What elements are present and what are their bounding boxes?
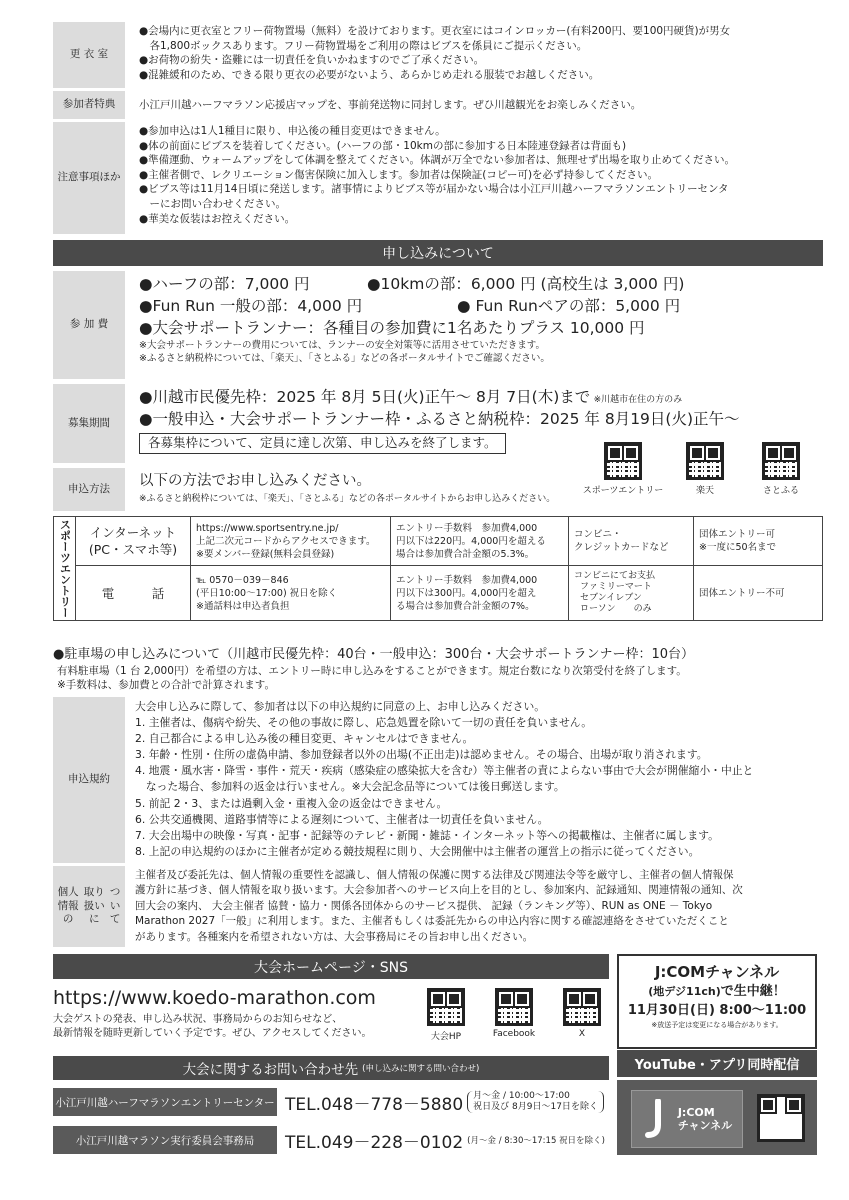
privacy-body <box>125 866 823 947</box>
qr-code-icon <box>495 988 533 1026</box>
fee-note: ※ふるさと納税枠については、「楽天」、「さとふる」などの各ポータルサイトでご確認ください。 <box>139 353 550 364</box>
contact-header-note: (申し込みに関する問い合わせ) <box>362 1064 480 1074</box>
cell-text: ※要メンバー登録(無料会員登録) <box>196 548 335 560</box>
sns-qr-group <box>424 988 604 1042</box>
privacy-label <box>53 866 125 947</box>
period-label: 募集期間 <box>53 384 125 463</box>
method-body <box>125 468 583 511</box>
contact-row <box>53 1126 605 1154</box>
locker-line: ●会場内に更衣室とフリー荷物置場（無料）を設けております。更衣室にはコインロッカー(有料200円、要100円硬貨)が男女 <box>139 25 731 37</box>
rules-line: 3. 年齢・性別・住所の虚偽申請、参加登録者以外の出場(不正出走)は認めません。その場合、出場が取り消されます。 <box>135 748 708 762</box>
rules-line: 5. 前記 2・3、または過剰入金・重複入金の返金はできません。 <box>135 796 448 810</box>
cell-text: ※通話料は申込者負担 <box>196 600 290 612</box>
phone-group: 団体エントリー不可 <box>694 566 823 621</box>
privacy-label-2: 取り扱いに <box>83 886 105 926</box>
contact-header <box>53 1056 609 1080</box>
jcom-logo <box>631 1090 743 1148</box>
method-label: 申込方法 <box>53 468 125 511</box>
contact-hours-line: 祝日及び 8月9日～17日を除く <box>473 1102 598 1112</box>
privacy-line: 主催者及び委託先は、個人情報の重要性を認識し、個人情報の保護に関する法律及び関連法令等を厳守し、主催者の個人情報保 <box>135 869 734 881</box>
contact-name: 小江戸川越ハーフマラソンエントリーセンター <box>53 1088 277 1116</box>
sportsentry-table-wrap <box>53 516 823 621</box>
cell-text: コンビニにてお支払 <box>574 571 656 582</box>
entry-qr-group <box>582 442 803 496</box>
privacy-label-3: ついて <box>109 886 121 926</box>
parking-line: ※手数料は、参加費との合計で計算されます。 <box>57 679 275 691</box>
fee-label: 参 加 費 <box>53 271 125 379</box>
privacy-label-1: 個人情報の <box>57 886 79 926</box>
table-row <box>54 566 823 621</box>
cell-text: エントリー手数料 参加費4,000 <box>396 522 538 534</box>
contact-hours-line: 月～金 / 8:30～17:15 祝日を除く <box>470 1136 602 1146</box>
rules-line: 7. 大会出場中の映像・写真・記事・記録等のテレビ・新聞・雑誌・インターネット等への掲載権は、主催者に属します。 <box>135 828 719 842</box>
contact-name: 小江戸川越マラソン実行委員会事務局 <box>53 1126 277 1154</box>
rules-line: 1. 主催者は、傷病や紛失、その他の事故に際し、応急処置を除いて一切の責任を負いません。 <box>135 716 593 730</box>
sns-desc: 大会ゲストの発表、申し込み状況、事務局からのお知らせなど、 <box>53 1014 343 1025</box>
notes-line: ●華美な仮装はお控えください。 <box>139 212 296 225</box>
jcom-note: ※放送予定は変更になる場合があります。 <box>651 1021 783 1029</box>
qr-sportsentry[interactable] <box>582 442 664 496</box>
table-row <box>54 517 823 566</box>
cell-text: 上記二次元コードからアクセスできます。 <box>196 535 376 547</box>
cell-text: クレジットカードなど <box>574 542 669 554</box>
notes-label-2: ほか <box>99 171 121 184</box>
notes-line: ーにお問い合わせください。 <box>139 197 286 210</box>
internet-group <box>694 517 823 566</box>
privacy-line: 護方針に基づき、個人情報を取り扱います。大会参加者へのサービス向上を目的とし、参加案内、記録通知、関連情報の通知、次 <box>135 884 743 897</box>
rules-body <box>125 697 823 863</box>
cell-text: セブンイレブン <box>580 593 642 604</box>
fee-section <box>53 271 823 379</box>
qr-caption: さとふる <box>762 486 799 496</box>
fee-10k: ●10kmの部：6,000 円 (高校生は 3,000 円) <box>367 275 685 293</box>
locker-section <box>53 22 823 88</box>
sns-header: 大会ホームページ・SNS <box>53 954 609 979</box>
notes-line: ●ビブス等は11月14日頃に発送します。諸事情によりビブス等が届かない場合は小江戸川越ハーフマラソンエントリーセンタ <box>139 183 729 196</box>
sportsentry-side-label: スポーツエントリー <box>54 517 76 621</box>
locker-label: 更 衣 室 <box>53 22 125 88</box>
phone-number[interactable]: ℡ 0570－039－846 <box>196 574 289 586</box>
rules-section <box>53 697 823 863</box>
notes-label <box>53 122 125 234</box>
phone-detail <box>191 566 391 621</box>
notes-label-1: 注意事項 <box>57 171 100 184</box>
contact-tel[interactable]: TEL.048－778－5880 <box>285 1094 464 1115</box>
site-url[interactable]: https://www.koedo-marathon.com <box>53 987 376 1009</box>
rules-line: 大会申し込みに際して、参加者は以下の申込規約に同意の上、お申し込みください。 <box>135 700 546 713</box>
notes-line: ●体の前面にビブスを装着してください。(ハーフの部・10kmの部に参加する日本陸連登録者は背面も) <box>139 139 627 152</box>
contact-hours <box>467 1091 604 1113</box>
method-main: 以下の方法でお申し込みください。 <box>139 473 371 489</box>
parking-section <box>53 646 828 692</box>
qr-caption: 大会HP <box>430 1032 462 1042</box>
period-notice-box: 各募集枠について、定員に達し次第、申し込みを終了します。 <box>139 433 506 454</box>
perks-label: 参加者特典 <box>53 91 125 119</box>
cell-text: (PC・スマホ等) <box>88 542 178 558</box>
cell-text: エントリー手数料 参加費4,000 <box>396 574 538 586</box>
perks-section <box>53 91 823 119</box>
qr-code-icon <box>563 988 601 1026</box>
jcom-sub: で生中継！ <box>720 984 786 999</box>
notes-section <box>53 122 823 234</box>
fee-support: ●大会サポートランナー：各種目の参加費に1名あたりプラス 10,000 円 <box>139 319 645 337</box>
phone-payment <box>569 566 694 621</box>
notes-line: ●主催者側で、レクリエーション傷害保険に加入します。参加者は保険証(コピー可)を必ず持参してください。 <box>139 168 659 181</box>
cell-text: ファミリーマート <box>580 582 652 593</box>
fee-funrun: ●Fun Run 一般の部：4,000 円 <box>139 297 363 315</box>
rules-line: 8. 上記の申込規約のほかに主催者が定める競技規程に則り、大会開催中は主催者の運営上の指示に従ってください。 <box>135 844 700 858</box>
method-section <box>53 468 583 511</box>
perks-text: 小江戸川越ハーフマラソン応援店マップを、事前発送物に同封します。ぜひ川越観光をお楽しみください。 <box>139 98 642 111</box>
jcom-sub: (地デジ11ch) <box>648 985 721 998</box>
privacy-line: があります。各種案内を希望されない方は、大会事務局にその旨お申し出ください。 <box>135 930 534 943</box>
locker-line: ●お荷物の紛失・盗難には一切責任を負いかねますのでご了承ください。 <box>139 54 485 67</box>
qr-facebook[interactable] <box>492 988 536 1042</box>
contact-hours-line: 月～金 / 10:00～17:00 <box>473 1091 570 1101</box>
jcom-promo <box>617 1080 817 1155</box>
cell-text: ※一度に50名まで <box>699 542 777 554</box>
jcom-logo-text: チャンネル <box>677 1119 733 1132</box>
jcom-date: 11月30日(日) 8:00～11:00 <box>627 1003 807 1018</box>
cell-text: インターネット <box>89 525 177 541</box>
cell-text: る場合は参加費合計金額の7%。 <box>396 600 535 612</box>
locker-line: 各1,800ボックスあります。フリー荷物置場をご利用の際はビブスを係員にご提示ください。 <box>139 39 588 52</box>
internet-payment <box>569 517 694 566</box>
contact-header-title: 大会に関するお問い合わせ先 <box>182 1062 359 1078</box>
sns-body <box>53 985 418 1041</box>
rules-line: なった場合、参加料の返金は行いません。※大会記念品等については後日郵送します。 <box>135 780 565 794</box>
privacy-line: 回大会の案内、 大会主催者 協賛・協力・関係各団体からのサービス提供、 記録（ランキング等）、RUN as ONE － Tokyo <box>135 899 713 912</box>
cell-text: コンビニ・ <box>574 529 622 541</box>
sportsentry-table <box>53 516 823 621</box>
qr-rakuten[interactable] <box>683 442 727 496</box>
period-line-2: ●一般申込・大会サポートランナー枠・ふるさと納税枠：2025 年 8月19日(火)正午～ <box>139 410 740 428</box>
fee-pair: ● Fun Runペアの部：5,000 円 <box>457 297 681 315</box>
qr-caption: Facebook <box>492 1029 536 1039</box>
period-line-1: ●川越市民優先枠：2025 年 8月 5日(火)正午～ 8月 7日(木)まで <box>139 388 591 406</box>
youtube-banner: YouTube・アプリ同時配信 <box>617 1050 817 1077</box>
notes-body <box>125 122 823 234</box>
fee-half: ●ハーフの部：7,000 円 <box>139 275 310 293</box>
rules-line: 6. 公共交通機関、道路事情等による遅刻について、主催者は一切責任を負いません。 <box>135 812 549 826</box>
contact-hours: (月～金 / 8:30～17:15 祝日を除く) <box>467 1136 605 1146</box>
qr-caption: X <box>578 1029 586 1039</box>
rules-line: 4. 地震・風水害・降雪・事件・荒天・疾病（感染症の感染拡大を含む）等主催者の責によらない事由で大会が開催縮小・中止と <box>135 764 754 778</box>
notes-line: ●準備運動、ウォームアップをして体調を整えてください。体調が万全でない参加者は、無理せず出場を取り止めてください。 <box>139 154 736 167</box>
cell-text: 円以下は300円。4,000円を超え <box>396 587 537 599</box>
jcom-logo-icon <box>642 1099 672 1139</box>
qr-caption: 楽天 <box>695 486 714 496</box>
qr-code-icon[interactable] <box>757 1094 805 1142</box>
qr-code-icon <box>604 442 642 480</box>
method-phone: 電 話 <box>76 566 191 621</box>
method-internet <box>76 517 191 566</box>
internet-detail <box>191 517 391 566</box>
locker-line: ●混雑緩和のため、できる限り更衣の必要がないよう、あらかじめ走れる服装でお越しください。 <box>139 68 600 81</box>
parking-title: ●駐車場の申し込みについて（川越市民優先枠：40台・一般申込：300台・大会サポートランナー枠：10台） <box>53 647 694 662</box>
apply-header: 申し込みについて <box>53 240 823 266</box>
cell-text: (平日10:00～17:00) 祝日を除く <box>196 587 338 599</box>
qr-x[interactable] <box>560 988 604 1042</box>
method-note: ※ふるさと納税枠については、「楽天」、「さとふる」などの各ポータルサイトからお申し込みください。 <box>139 494 556 504</box>
qr-homepage[interactable] <box>424 988 468 1042</box>
jcom-title: J:COMチャンネル <box>654 963 780 981</box>
jcom-box <box>617 954 817 1049</box>
cell-text: ローソン のみ <box>580 604 652 615</box>
qr-satofull[interactable] <box>759 442 803 496</box>
locker-body <box>125 22 823 88</box>
parking-line: 有料駐車場（1 台 2,000円）を希望の方は、エントリー時に申し込みをすることができます。規定台数になり次第受付を終了します。 <box>57 665 687 677</box>
cell-text: 団体エントリー可 <box>699 529 776 541</box>
qr-code-icon <box>427 988 465 1026</box>
qr-code-icon <box>686 442 724 480</box>
internet-fee <box>391 517 569 566</box>
qr-code-icon <box>762 442 800 480</box>
qr-caption: スポーツエントリー <box>582 486 664 496</box>
contact-tel[interactable]: TEL.049－228－0102 <box>285 1132 464 1153</box>
fee-body <box>125 271 823 379</box>
sportsentry-url[interactable]: https://www.sportsentry.ne.jp/ <box>196 522 339 534</box>
contact-row <box>53 1088 604 1116</box>
cell-text: 場合は参加費合計金額の5.3%。 <box>396 548 535 560</box>
cell-text: 円以下は220円。4,000円を超える <box>396 535 546 547</box>
jcom-logo-text: J:COM <box>677 1106 715 1119</box>
fee-note: ※大会サポートランナーの費用については、ランナーの安全対策等に活用させていただきます。 <box>139 340 546 351</box>
privacy-line: Marathon 2027「一般」に利用します。また、主催者もしくは委託先からの申込内容に関する確認連絡をさせていただくこと <box>135 915 729 928</box>
rules-line: 2. 自己都合による申し込み後の種目変更、キャンセルはできません。 <box>135 732 474 746</box>
notes-line: ●参加申込は1人1種目に限り、申込後の種目変更はできません。 <box>139 125 446 137</box>
sns-desc: 最新情報を随時更新していく予定です。ぜひ、アクセスしてください。 <box>53 1028 372 1039</box>
rules-label: 申込規約 <box>53 697 125 863</box>
phone-fee <box>391 566 569 621</box>
period-line-1-note: ※川越市在住の方のみ <box>593 395 683 405</box>
privacy-section <box>53 866 823 947</box>
